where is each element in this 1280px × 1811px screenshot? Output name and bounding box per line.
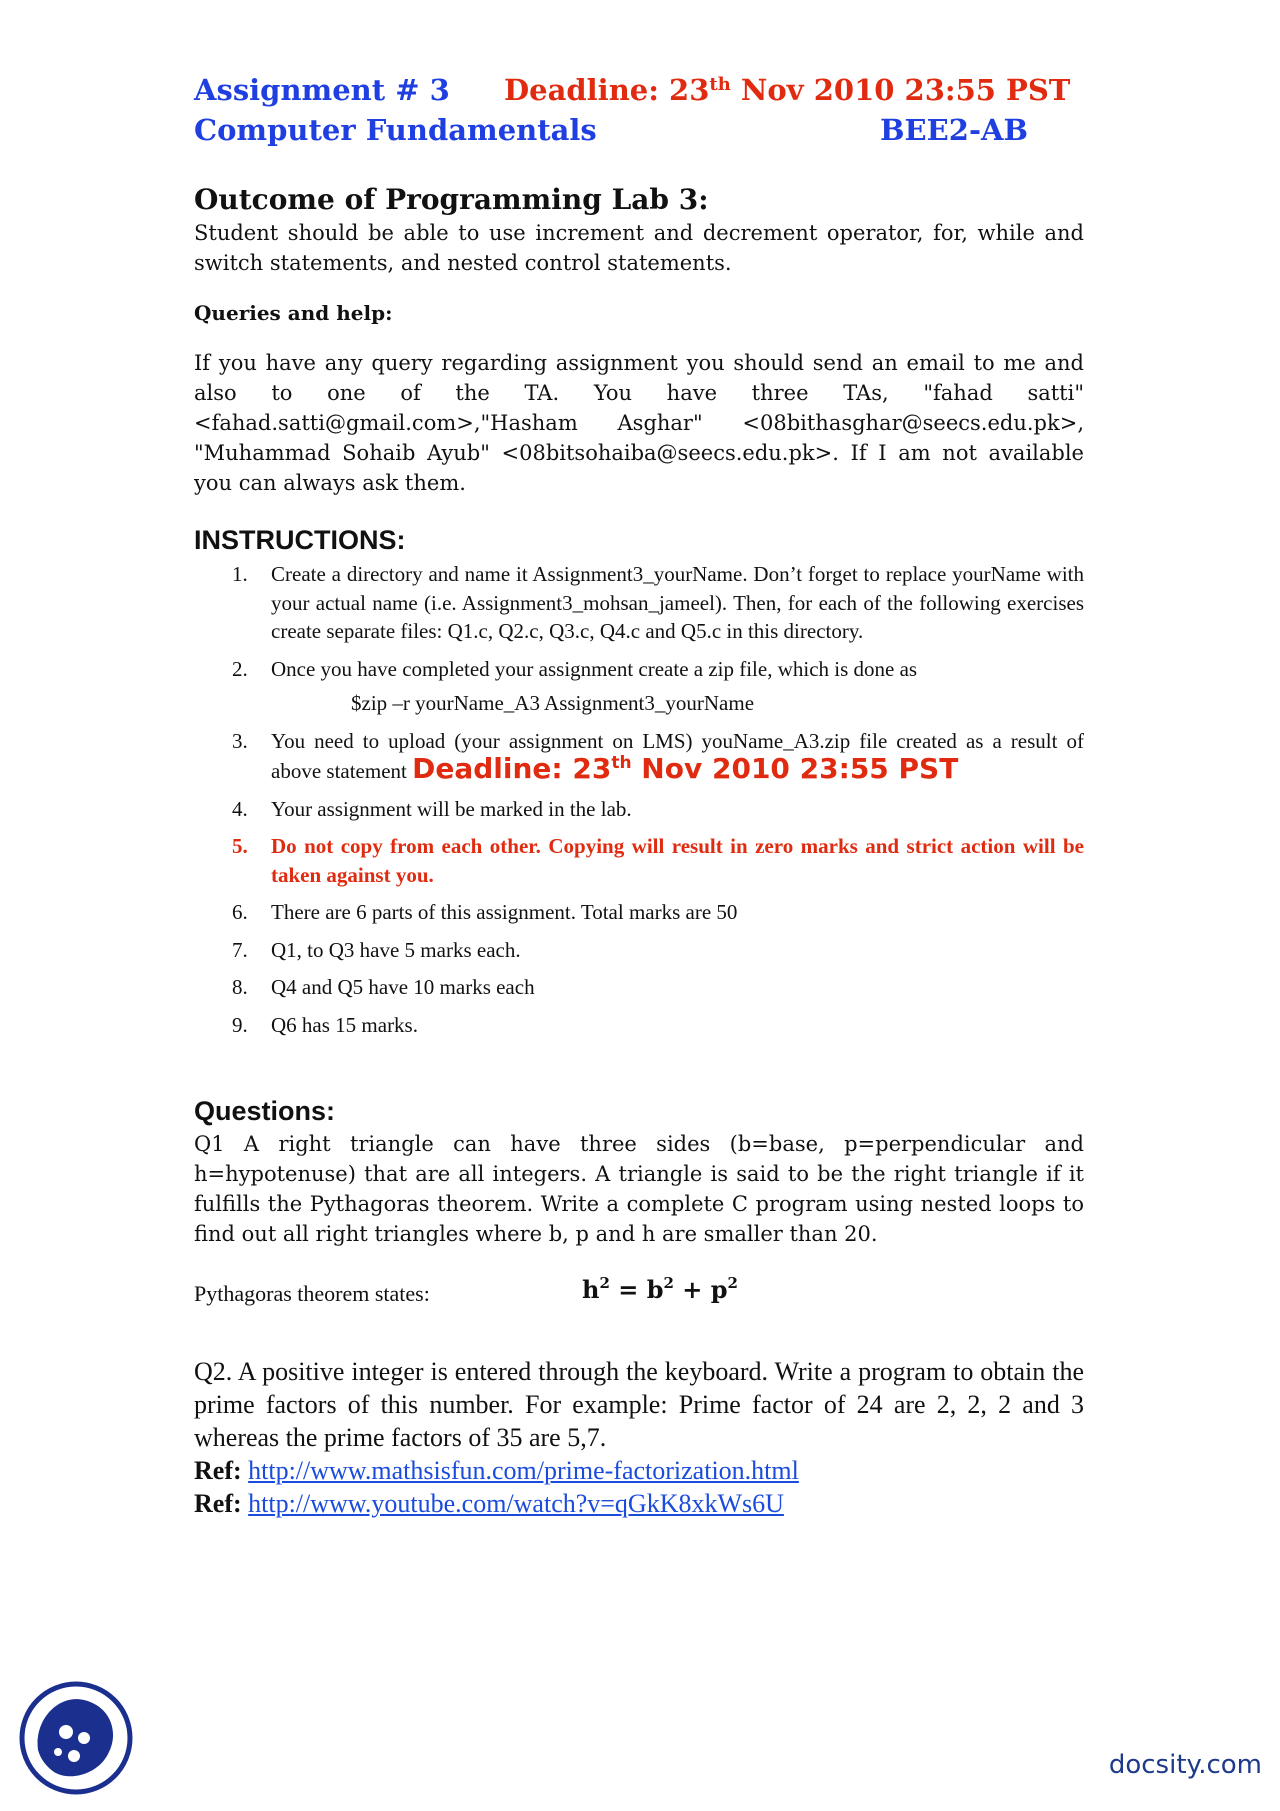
instruction-warning: 5. Do not copy from each other. Copying will result in zero marks and strict action will be taken against you. (232, 834, 1084, 887)
reference-1: Ref: http://www.mathsisfun.com/prime-factorization.html (194, 1456, 799, 1485)
instruction-item: 4. Your assignment will be marked in the lab. (232, 796, 632, 821)
question-1: Q1 A right triangle can have three sides (b=base, p=perpendicular and h=hypotenuse) that are all integers. A triangle is said to be the right triangle if it fulfills the Pythagoras theorem. Write a complete C program using nested loops to find out all right triangles where b, p and h are smaller than 20. (194, 1132, 1084, 1246)
pythagoras-theorem (194, 1274, 1084, 1313)
docsity-brand[interactable]: docsity.com (1108, 1750, 1262, 1780)
instruction-item: 3. You need to upload (your assignment on LMS) youName_A3.zip file created as a result of above statement Deadline: 23th Nov 2010 23:55 PST (232, 728, 1084, 785)
instruction-item: 1. Create a directory and name it Assignment3_yourName. Don’t forget to replace yourName with your actual name (i.e. Assignment3_mohsan_jameel). Then, for each of the following exercises create separate files: Q1.c, Q2.c, Q3.c, Q4.c and Q5.c in this directory. (232, 562, 1084, 643)
instructions-list (194, 560, 1084, 1039)
instruction-item: 6. There are 6 parts of this assignment. Total marks are 50 (232, 900, 738, 924)
instruction-item: 8. Q4 and Q5 have 10 marks each (232, 975, 535, 999)
instruction-item: 2. Once you have completed your assignment create a zip file, which is done as $zip –r yourName_A3 Assignment3_yourName (194, 655, 1084, 718)
queries-heading: Queries and help: (194, 301, 393, 325)
reference-link-youtube[interactable]: http://www.youtube.com/watch?v=qGkK8xkWs6U (248, 1489, 784, 1518)
question-2: Q2. A positive integer is entered through the keyboard. Write a program to obtain the prime factors of this number. For example: Prime factor of 24 are 2, 2, 2 and 3 whereas the prime factors of 35 are 5,7. (194, 1357, 1084, 1452)
outcome-heading: Outcome of Programming Lab 3: (194, 183, 709, 216)
instructions-heading: INSTRUCTIONS: (194, 525, 406, 555)
instruction-item: 9. Q6 has 15 marks. (232, 1012, 418, 1037)
course-title: Computer Fundamentals (194, 113, 597, 147)
docsity-logo-icon (18, 1680, 134, 1796)
inline-deadline: Deadline: 23th Nov 2010 23:55 PST (412, 752, 959, 785)
theorem-equation: $h^2 = b^2 + p^2$ (582, 1274, 738, 1304)
reference-2: Ref: http://www.youtube.com/watch?v=qGkK8xkWs6U (194, 1489, 784, 1518)
outcome-text: Student should be able to use increment and decrement operator, for, while and switch statements, and nested control statements. (194, 221, 1084, 275)
assignment-number: Assignment # 3 (194, 73, 450, 107)
questions-heading: Questions: (194, 1096, 336, 1126)
document-content (194, 70, 1084, 1520)
theorem-label: Pythagoras theorem states: (194, 1281, 430, 1306)
queries-text: If you have any query regarding assignment you should send an email to me and also to one of the TA. You have three TAs, "fahad satti" <fahad.satti@gmail.com>,"Hasham Asghar" <08bithasghar@seecs.edu.pk>, "Muhammad Sohaib Ayub" <08bitsohaiba@seecs.edu.pk>. If I am not available you can always ask them. (194, 351, 1084, 495)
class-section: BEE2-AB (880, 113, 1028, 147)
instruction-item: 7. Q1, to Q3 have 5 marks each. (232, 937, 521, 962)
header-line-1 (194, 70, 1084, 110)
header-line-2 (194, 110, 1084, 150)
zip-command: $zip –r yourName_A3 Assignment3_yourName (351, 691, 755, 715)
reference-link-mathsisfun[interactable]: http://www.mathsisfun.com/prime-factorization.html (248, 1456, 799, 1485)
header-deadline: Deadline: 23th Nov 2010 23:55 PST (504, 73, 1071, 107)
